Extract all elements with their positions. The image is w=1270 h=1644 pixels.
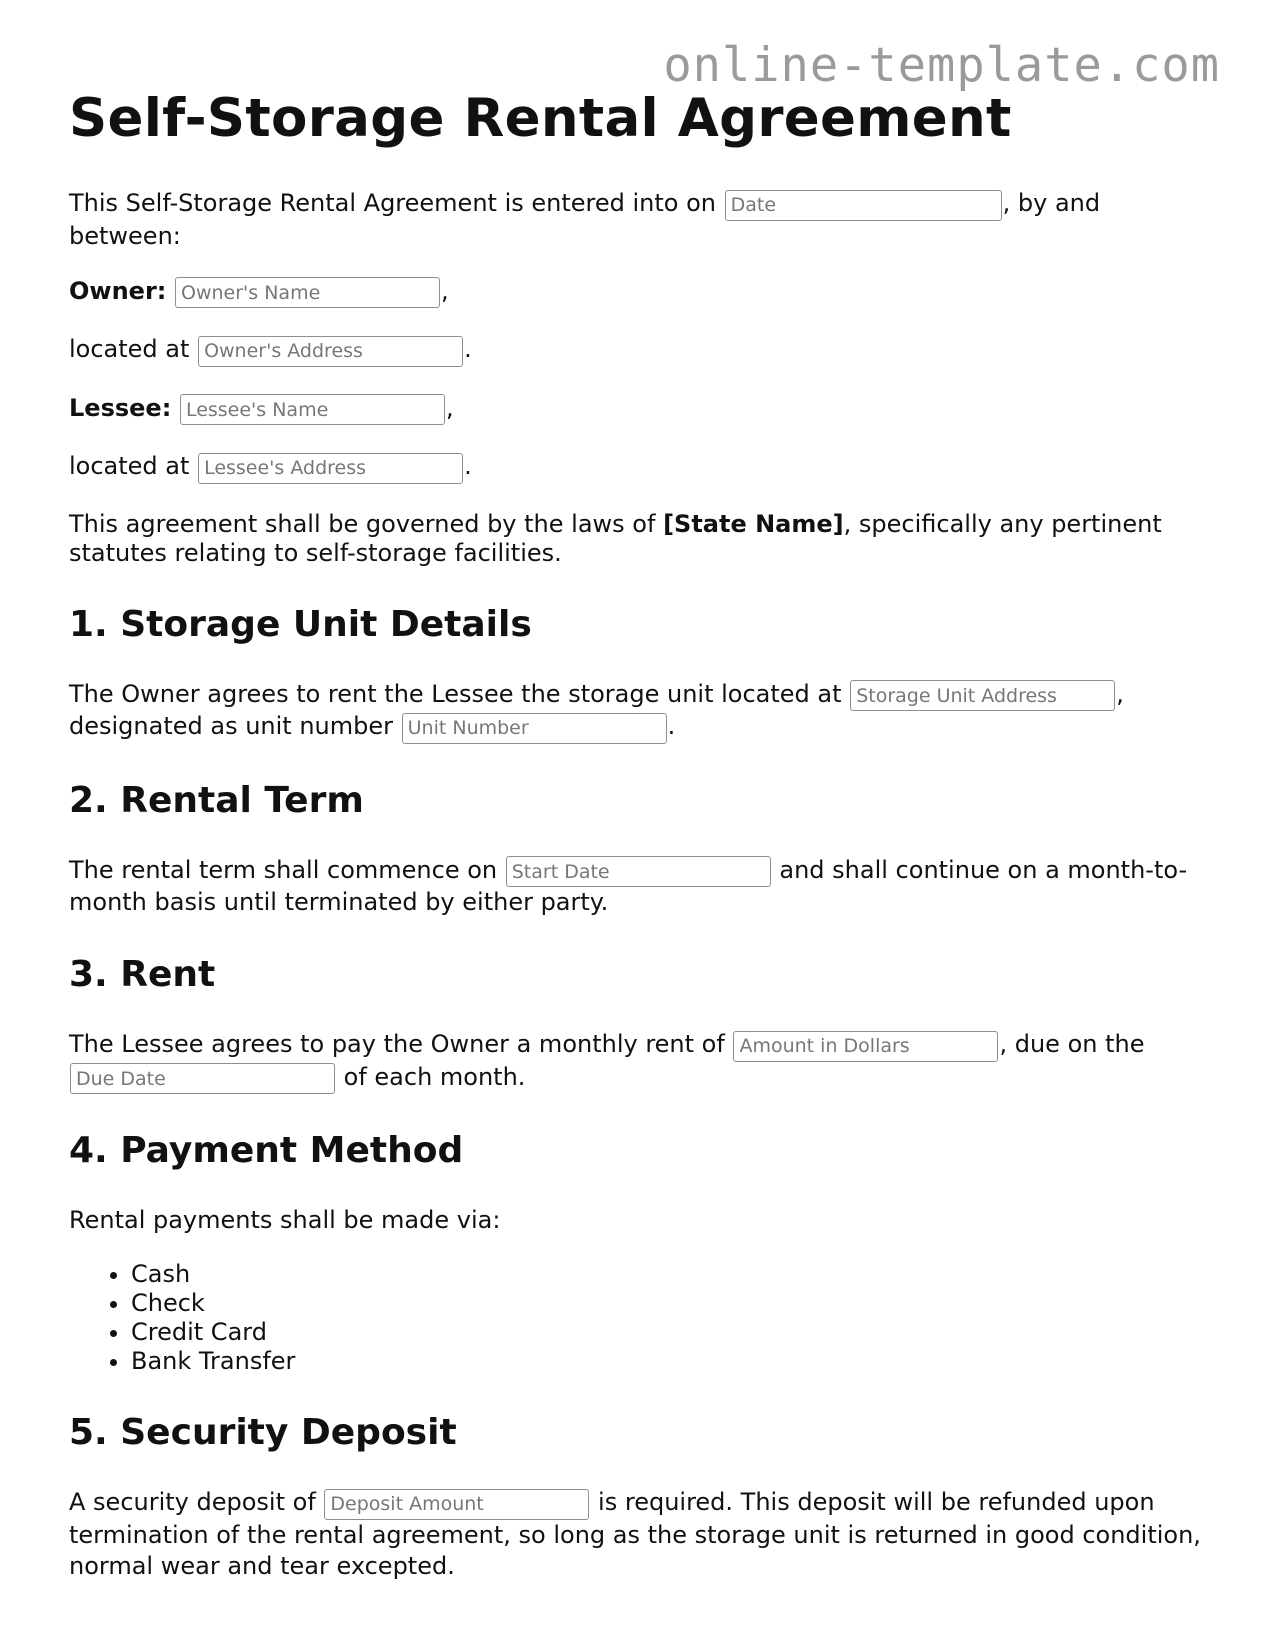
- storage-text-before: The Owner agrees to rent the Lessee the storage unit located at: [69, 679, 842, 708]
- rent-text-middle: , due on the: [999, 1030, 1145, 1058]
- due-date-field[interactable]: [70, 1063, 335, 1094]
- lessee-address-suffix: .: [464, 452, 472, 480]
- rent-paragraph: [69, 1029, 1209, 1094]
- governing-text-after: , specifically any pertinent statutes relating to self-storage facilities.: [69, 509, 1162, 567]
- governing-text-before: This agreement shall be governed by the laws of: [69, 509, 656, 538]
- deposit-text-before: A security deposit of: [69, 1488, 316, 1516]
- section-heading-term: 2. Rental Term: [69, 779, 364, 821]
- storage-text-end: .: [667, 712, 676, 740]
- deposit-amount-field[interactable]: [324, 1489, 589, 1520]
- term-text-after: and shall continue on a month-to-month basis until terminated by either party.: [69, 855, 1188, 916]
- term-paragraph: [69, 855, 1209, 919]
- lessee-label: Lessee:: [69, 393, 172, 422]
- unit-number-field[interactable]: [402, 713, 667, 744]
- lessee-name-suffix: ,: [445, 393, 454, 422]
- owner-address-field[interactable]: [198, 336, 463, 367]
- document-title: Self-Storage Rental Agreement: [69, 88, 1012, 149]
- payment-methods-list: [69, 1260, 1209, 1376]
- lessee-name-line: [69, 393, 1209, 426]
- storage-unit-address-field[interactable]: [850, 680, 1115, 711]
- lessee-name-field[interactable]: [180, 394, 445, 425]
- section-heading-storage: 1. Storage Unit Details: [69, 603, 532, 645]
- deposit-paragraph: [69, 1487, 1209, 1582]
- rent-text-before: The Lessee agrees to pay the Owner a monthly rent of: [69, 1030, 725, 1058]
- payment-method-item: • Bank Transfer: [131, 1347, 1209, 1376]
- governing-law-paragraph: [69, 510, 1209, 568]
- storage-paragraph: [69, 679, 1209, 744]
- term-text-before: The rental term shall commence on: [69, 855, 498, 884]
- owner-label: Owner:: [69, 276, 167, 305]
- intro-text-before: This Self-Storage Rental Agreement is entered into on: [69, 189, 716, 217]
- lessee-located-at: located at: [69, 452, 190, 480]
- state-name: [State Name]: [663, 509, 844, 538]
- rent-amount-field[interactable]: [733, 1031, 998, 1062]
- section-heading-payment: 4. Payment Method: [69, 1130, 464, 1171]
- rent-text-after: of each month.: [343, 1062, 526, 1091]
- section-heading-deposit: 5. Security Deposit: [69, 1412, 457, 1453]
- lessee-address-field[interactable]: [198, 453, 463, 484]
- owner-located-at: located at: [69, 335, 190, 363]
- owner-name-suffix: ,: [441, 276, 449, 305]
- storage-text-middle: , designated as unit number: [69, 679, 1124, 740]
- payment-method-item: • Credit Card: [131, 1318, 1209, 1347]
- owner-address-suffix: .: [464, 335, 472, 363]
- owner-name-line: [69, 276, 1209, 309]
- start-date-field[interactable]: [506, 856, 771, 887]
- document-body: [69, 84, 1209, 1606]
- section-heading-rent: 3. Rent: [69, 954, 216, 995]
- intro-paragraph: [69, 188, 1209, 252]
- agreement-date-field[interactable]: [725, 190, 1002, 221]
- owner-name-field[interactable]: [175, 277, 440, 308]
- intro-text-after: , by and between:: [69, 189, 1101, 250]
- payment-method-item: • Check: [131, 1289, 1209, 1318]
- owner-address-line: [69, 334, 1209, 367]
- lessee-address-line: [69, 451, 1209, 484]
- payment-intro: Rental payments shall be made via:: [69, 1206, 501, 1234]
- payment-method-item: • Cash: [131, 1260, 1209, 1289]
- watermark: online-template.com: [663, 38, 1220, 93]
- deposit-text-after: is required. This deposit will be refunded upon termination of the rental agreement, so long as the storage unit is returned in good condition, normal wear and tear excepted.: [69, 1488, 1201, 1580]
